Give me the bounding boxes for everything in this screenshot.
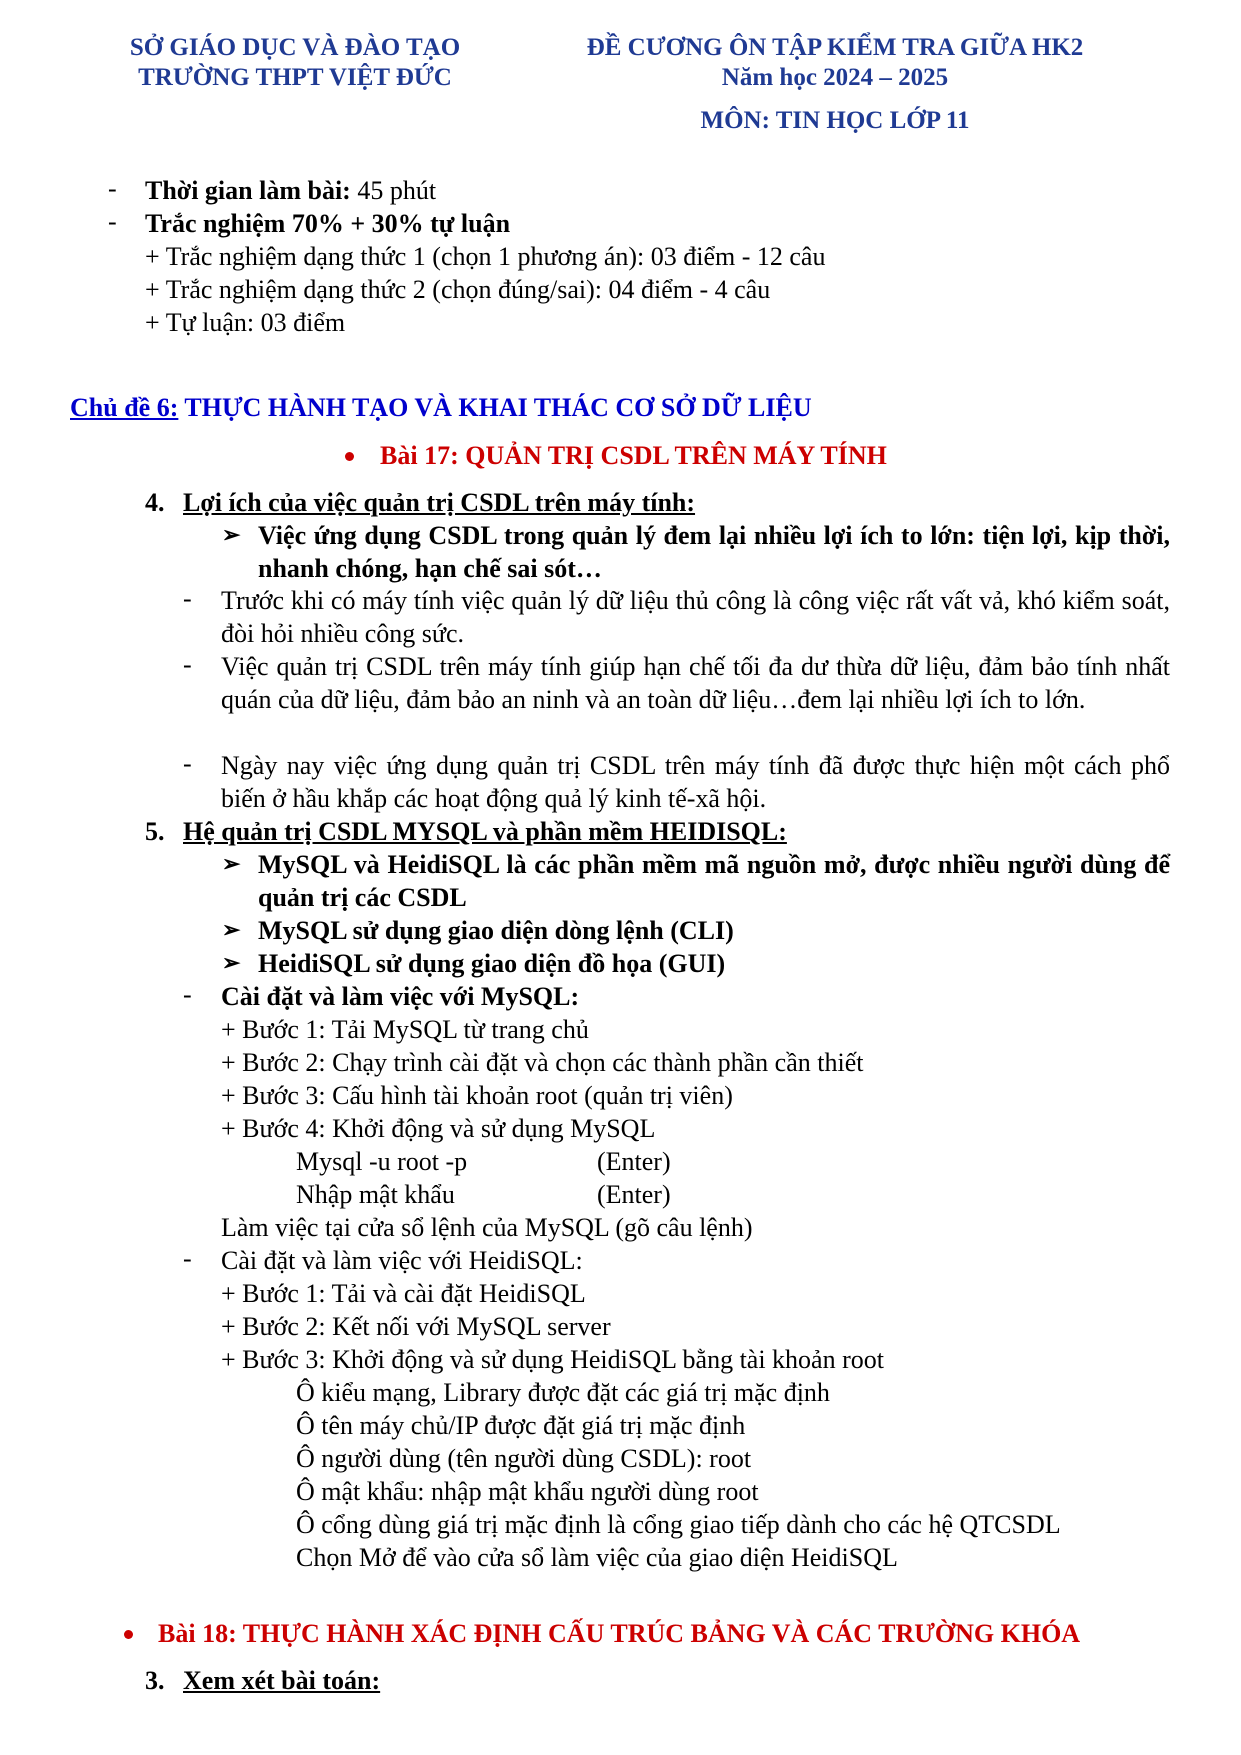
heidi-sub-5: Ô cổng dùng giá trị mặc định là cổng giao tiếp dành cho các hệ QTCSDL xyxy=(296,1510,1061,1539)
mysql-command-key: (Enter) xyxy=(597,1147,671,1176)
mysql-heading: Cài đặt và làm việc với MySQL: xyxy=(221,982,580,1011)
mysql-step-1: + Bước 1: Tải MySQL từ trang chủ xyxy=(221,1015,589,1044)
heidi-step-3: + Bước 3: Khởi động và sử dụng HeidiSQL bằng tài khoản root xyxy=(221,1345,884,1374)
dash-marker: - xyxy=(183,650,192,679)
subject-title: MÔN: TIN HỌC LỚP 11 xyxy=(700,107,970,134)
section5-arrow-2: MySQL sử dụng giao diện dòng lệnh (CLI) xyxy=(258,916,734,945)
exam-item-1: + Trắc nghiệm dạng thức 1 (chọn 1 phương án): 03 điểm - 12 câu xyxy=(145,242,826,271)
section4-dash-1: Trước khi có máy tính việc quản lý dữ liệu thủ công là công việc rất vất vả, khó kiểm soát, đòi hỏi nhiều công sức. xyxy=(221,586,1170,648)
school-year: Năm học 2024 – 2025 xyxy=(721,64,949,91)
section4-title: Lợi ích của việc quản trị CSDL trên máy tính: xyxy=(183,488,696,517)
section4-arrow-text: Việc ứng dụng CSDL trong quản lý đem lại nhiều lợi ích to lớn: tiện lợi, kịp thời, nhanh chóng, hạn chế sai sót… xyxy=(258,521,1170,583)
arrow-bullet-icon: ➢ xyxy=(222,851,241,876)
heidi-heading: Cài đặt và làm việc với HeidiSQL: xyxy=(221,1246,583,1275)
section4-number: 4. xyxy=(145,488,165,517)
heidi-sub-6: Chọn Mở để vào cửa sổ làm việc của giao diện HeidiSQL xyxy=(296,1543,898,1572)
dash-marker: - xyxy=(183,584,192,613)
password-prompt-key: (Enter) xyxy=(597,1180,671,1209)
lesson-bullet-icon xyxy=(345,452,354,461)
school-department: SỞ GIÁO DỤC VÀ ĐÀO TẠO xyxy=(129,34,461,61)
section4-dash-2: Việc quản trị CSDL trên máy tính giúp hạn chế tối đa dư thừa dữ liệu, đảm bảo tính nhất quán của dữ liệu, đảm bảo an ninh và an toàn dữ liệu…đem lại nhiều lợi ích to lớn. xyxy=(221,652,1170,714)
topic-title: THỰC HÀNH TẠO VÀ KHAI THÁC CƠ SỞ DỮ LIỆU xyxy=(178,393,812,422)
topic-label: Chủ đề 6: xyxy=(70,393,179,422)
lesson-bullet-icon xyxy=(124,1630,133,1639)
lesson18-title: Bài 18: THỰC HÀNH XÁC ĐỊNH CẤU TRÚC BẢNG VÀ CÁC TRƯỜNG KHÓA xyxy=(158,1619,1081,1648)
dash-marker: - xyxy=(108,207,117,236)
dash-marker: - xyxy=(183,1244,192,1273)
section5-title: Hệ quản trị CSDL MYSQL và phần mềm HEIDISQL: xyxy=(183,817,787,846)
dash-marker: - xyxy=(183,980,192,1009)
mysql-step-2: + Bước 2: Chạy trình cài đặt và chọn các thành phần cần thiết xyxy=(221,1048,864,1077)
dash-marker: - xyxy=(108,174,117,203)
document-title: ĐỀ CƯƠNG ÔN TẬP KIỂM TRA GIỮA HK2 xyxy=(586,34,1084,61)
section5-number: 5. xyxy=(145,817,165,846)
exam-time xyxy=(145,174,436,207)
exam-item-2: + Trắc nghiệm dạng thức 2 (chọn đúng/sai): 04 điểm - 4 câu xyxy=(145,275,771,304)
section3-title: Xem xét bài toán: xyxy=(183,1666,381,1695)
section5-arrow-3: HeidiSQL sử dụng giao diện đồ họa (GUI) xyxy=(258,949,726,978)
section5-arrow-1: MySQL và HeidiSQL là các phần mềm mã nguồn mở, được nhiều người dùng để quản trị các CSDL xyxy=(258,850,1170,912)
arrow-bullet-icon: ➢ xyxy=(222,950,241,975)
arrow-bullet-icon: ➢ xyxy=(222,917,241,942)
exam-item-3: + Tự luận: 03 điểm xyxy=(145,308,346,337)
arrow-bullet-icon: ➢ xyxy=(222,522,241,547)
heidi-sub-3: Ô người dùng (tên người dùng CSDL): root xyxy=(296,1444,752,1473)
heidi-step-1: + Bước 1: Tải và cài đặt HeidiSQL xyxy=(221,1279,586,1308)
heidi-sub-4: Ô mật khẩu: nhập mật khẩu người dùng root xyxy=(296,1477,759,1506)
lesson17-title: Bài 17: QUẢN TRỊ CSDL TRÊN MÁY TÍNH xyxy=(380,441,887,470)
topic-heading xyxy=(70,391,812,424)
school-name: TRƯỜNG THPT VIỆT ĐỨC xyxy=(138,64,452,91)
heidi-sub-2: Ô tên máy chủ/IP được đặt giá trị mặc định xyxy=(296,1411,746,1440)
heidi-step-2: + Bước 2: Kết nối với MySQL server xyxy=(221,1312,611,1341)
dash-marker: - xyxy=(183,749,192,778)
exam-format: Trắc nghiệm 70% + 30% tự luận xyxy=(145,209,511,238)
section4-dash-3: Ngày nay việc ứng dụng quản trị CSDL trên máy tính đã được thực hiện một cách phổ biến ở hầu khắp các hoạt động quả lý kinh tế-xã hội. xyxy=(221,751,1170,813)
exam-time-value: 45 phút xyxy=(350,176,437,205)
mysql-work: Làm việc tại cửa sổ lệnh của MySQL (gõ câu lệnh) xyxy=(221,1213,753,1242)
mysql-step-3: + Bước 3: Cấu hình tài khoản root (quản trị viên) xyxy=(221,1081,733,1110)
exam-time-label: Thời gian làm bài: xyxy=(145,176,351,205)
mysql-command: Mysql -u root -p xyxy=(296,1147,468,1176)
heidi-sub-1: Ô kiểu mạng, Library được đặt các giá trị mặc định xyxy=(296,1378,830,1407)
mysql-step-4: + Bước 4: Khởi động và sử dụng MySQL xyxy=(221,1114,656,1143)
section3-number: 3. xyxy=(145,1666,165,1695)
password-prompt: Nhập mật khẩu xyxy=(296,1180,455,1209)
